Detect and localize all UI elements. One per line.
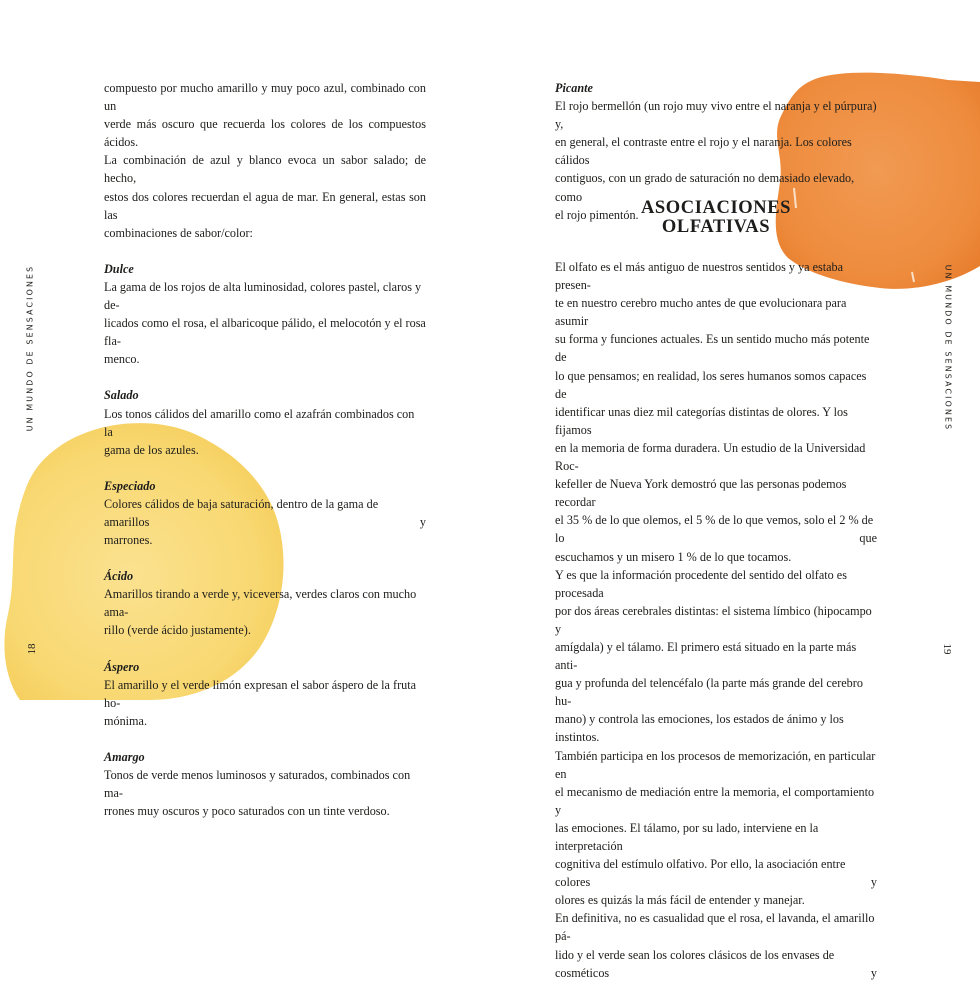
entry-title: Especiado [104,478,156,493]
text-line: licados como el rosa, el albaricoque pálido, el melocotón y el rosa fla- [104,316,426,349]
text-line: gama de los azules. [104,442,199,457]
text-line: El olfato es el más antiguo de nuestros sentidos y ya estaba presen- [555,260,844,293]
text-line: verde más oscuro que recuerda los colores de los compuestos ácidos. [104,117,426,150]
intro-paragraph [104,79,426,242]
running-header-right: UN MUNDO DE SENSACIONES [943,264,953,432]
text-line: cognitiva del estímulo olfativo. Por ello, la asociación entre colores y [555,857,877,890]
text-line: las emociones. El tálamo, por su lado, interviene en la interpretación [555,820,819,853]
text-line: marrones. [104,533,153,548]
entry-title: Salado [104,388,139,403]
entry-title: Ácido [104,569,134,584]
text-line: kefeller de Nueva York demostró que las personas podemos recordar [555,477,847,510]
entry-title: Dulce [104,261,134,276]
text-line: lo que pensamos; en realidad, los seres humanos somos capaces de [555,368,867,401]
text-line: en la memoria de forma duradera. Un estudio de la Universidad Roc- [555,440,866,474]
taste-entry-especiado [104,477,426,549]
text-line: Tonos de verde menos luminosos y saturados, combinados con ma- [104,768,411,801]
text-line: identificar unas diez mil categorías distintas de olores. Y los fijamos [555,404,848,437]
text-line: menco. [104,352,140,367]
page-number-left: 18 [26,643,38,655]
taste-entry-amargo [104,748,426,820]
text-line: su forma y funciones actuales. Es un sentido mucho más potente de [555,332,870,365]
text-line: También participa en los procesos de memorización, en particular en [555,748,876,781]
text-line: lido y el verde sean los colores clásicos de los envases de cosméticos y [555,947,877,980]
text-line: El rojo bermellón (un rojo muy vivo entre el naranja y el púrpura) y, [555,99,877,132]
text-line: en general, el contraste entre el rojo y el naranja. Los colores cálidos [555,135,852,168]
text-line: mano) y controla las emociones, los estados de ánimo y los instintos. [555,712,844,745]
text-line: gua y profunda del telencéfalo (la parte más grande del cerebro hu- [555,676,863,709]
heading-line: ASOCIACIONES [640,198,792,218]
page-number-right: 19 [941,643,953,655]
heading-line: OLFATIVAS [661,216,771,237]
text-line: el 35 % de lo que olemos, el 5 % de lo que vemos, solo el 2 % de lo que [555,513,877,546]
text-line: combinaciones de sabor/color: [104,225,253,240]
olfactory-body-text [555,258,877,982]
text-line: contiguos, con un grado de saturación no demasiado elevado, como [555,171,855,204]
text-line: amígdala) y el tálamo. El primero está situado en la parte más anti- [555,639,857,673]
text-line: La gama de los rojos de alta luminosidad, colores pastel, claros y de- [104,279,422,313]
text-line: estos dos colores recuerdan el agua de mar. En general, estas son las [104,189,426,222]
left-page-text [104,79,426,820]
section-heading [555,199,877,236]
text-line: En definitiva, no es casualidad que el rosa, el lavanda, el amarillo pá- [555,911,875,944]
taste-entry-salado [104,386,426,458]
taste-entry-acido [104,567,426,639]
running-header-left: UN MUNDO DE SENSACIONES [25,264,35,432]
text-line: te en nuestro cerebro mucho antes de que evolucionara para asumir [555,296,847,329]
text-line: compuesto por mucho amarillo y muy poco azul, combinado con un [104,81,426,114]
text-line: rillo (verde ácido justamente). [104,623,251,638]
text-line: Los tonos cálidos del amarillo como el azafrán combinados con la [104,406,415,439]
taste-entry-dulce [104,260,426,369]
text-line: La combinación de azul y blanco evoca un sabor salado; de hecho, [104,153,426,186]
text-line: rrones muy oscuros y poco saturados con un tinte verdoso. [104,804,390,819]
text-line: el mecanismo de mediación entre la memoria, el comportamiento y [555,784,875,817]
text-line: Y es que la información procedente del sentido del olfato es procesada [555,567,847,600]
text-line: mónima. [104,713,147,728]
text-line: por dos áreas cerebrales distintas: el sistema límbico (hipocampo y [555,603,872,636]
entry-title: Picante [555,81,593,95]
taste-entry-aspero [104,658,426,730]
text-line: olores es quizás la más fácil de entender y manejar. [555,893,805,908]
entry-title: Amargo [104,749,145,764]
text-line: el rojo pimentón. [555,207,639,222]
text-line: escuchamos y un misero 1 % de lo que tocamos. [555,549,792,564]
entry-title: Áspero [104,659,140,674]
text-line: El amarillo y el verde limón expresan el sabor áspero de la fruta ho- [104,677,417,710]
text-line: Colores cálidos de baja saturación, dentro de la gama de amarillos y [104,496,426,529]
text-line: Amarillos tirando a verde y, viceversa, verdes claros con mucho ama- [104,587,417,620]
